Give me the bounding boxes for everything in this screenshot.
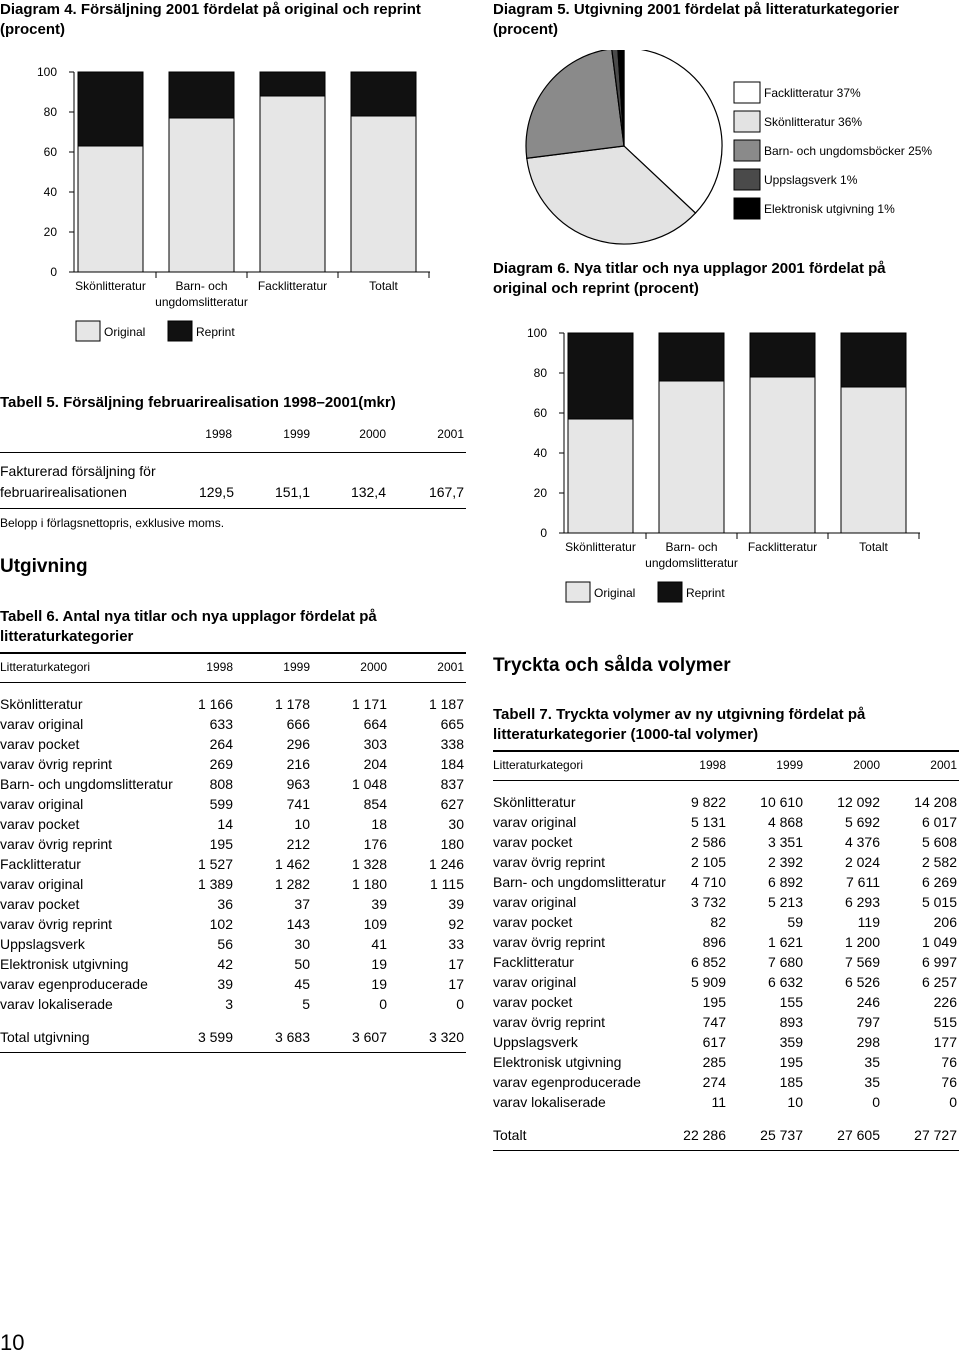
tabell7-cell: 206 [933,914,957,930]
tabell6-cell: 666 [286,716,310,732]
diagram4-y-tick-label: 60 [43,145,57,159]
tabell6-cell: 17 [448,956,464,972]
tabell6-cell: 854 [363,796,387,812]
tabell7-row-label: varav original [493,894,577,910]
diagram6-category-label: Skönlitteratur [565,540,636,554]
tabell7-cell: 2 582 [921,854,957,870]
diagram4-y-tick-label: 0 [50,265,57,279]
diagram4-bar-reprint [260,72,325,96]
tabell6-cell: 92 [448,916,464,932]
tabell7-cell: 195 [779,1054,803,1070]
tabell7-cell: 3 732 [690,894,726,910]
diagram5-legend-label: Skönlitteratur 36% [764,115,863,129]
tabell7-cell: 7 680 [767,954,803,970]
tabell7-cell: 274 [702,1074,726,1090]
tabell7-row-label: varav original [493,974,577,990]
tabell7-cell: 1 049 [921,934,957,950]
diagram6-y-tick-label: 80 [533,366,547,380]
tabell7-cell: 5 909 [690,974,726,990]
tabell6-cell: 45 [294,976,310,992]
tabell7-cell: 76 [941,1054,957,1070]
tabell6-row-label: Skönlitteratur [0,696,83,712]
tabell6-cell: 195 [209,836,233,852]
diagram6-legend-swatch [566,582,590,602]
tabell6-cell: 837 [440,776,464,792]
tabell7-total-cell: 27 727 [914,1127,957,1143]
diagram6-y-tick-label: 60 [533,406,547,420]
tabell7-cell: 6 997 [921,954,957,970]
tabell5-header [0,424,466,444]
tabell7-header-cell: 2001 [930,758,957,772]
tabell6-row-label: varav övrig reprint [0,836,113,852]
diagram4-category-label: Totalt [369,279,398,293]
tabell6-row-label: varav pocket [0,896,80,912]
tabell6-cell: 50 [294,956,310,972]
tabell6-row-label: varav övrig reprint [0,756,113,772]
tabell7-row-label: Elektronisk utgivning [493,1054,622,1070]
diagram6-legend-label: Original [594,586,636,600]
tabell7-row-label: varav lokaliserade [493,1094,606,1110]
tabell7-cell: 12 092 [837,794,880,810]
tabell5-year: 1998 [205,427,232,441]
tabell6-cell: 42 [217,956,233,972]
diagram4-bar-original [351,116,416,272]
tabell7-cell: 5 608 [921,834,957,850]
tabell6-cell: 30 [448,816,464,832]
diagram4-category-label: Barn- och ungdomslitteratur [155,279,248,309]
tabell5-year: 1999 [283,427,310,441]
diagram4-chart [0,62,470,352]
tabell7-cell: 195 [702,994,726,1010]
tabell7-cell: 76 [941,1074,957,1090]
tabell7-cell: 6 892 [767,874,803,890]
tabell6-cell: 665 [440,716,464,732]
tabell7-cell: 797 [856,1014,880,1030]
tabell7-row-label: varav övrig reprint [493,854,606,870]
diagram6-bar-reprint [568,333,633,419]
tabell7-cell: 4 376 [844,834,880,850]
tabell6-title: litteraturkategorier [0,628,134,645]
diagram6-y-tick-label: 0 [540,526,547,540]
tabell7-row-label: varav övrig reprint [493,1014,606,1030]
tabell6-cell: 102 [209,916,233,932]
tabell6-rule [0,682,466,683]
tabell6-cell: 1 178 [274,696,310,712]
tabell7-cell: 6 852 [690,954,726,970]
tabell7-cell: 10 [787,1094,803,1110]
tabell7-cell: 5 213 [767,894,803,910]
tabell7-cell: 747 [702,1014,726,1030]
tabell7-total-cell: 22 286 [683,1127,726,1143]
tabell5-title: Tabell 5. Försäljning februarirealisation 1998–2001(mkr) [0,394,396,411]
diagram6-chart [490,323,960,613]
tabell7-row-label: Facklitteratur [493,954,574,970]
tabell7-header-cell: 1999 [776,758,803,772]
tabell7-cell: 5 692 [844,814,880,830]
tabell7-cell: 6 017 [921,814,957,830]
tabell6-cell: 39 [448,896,464,912]
tabell6-cell: 1 389 [197,876,233,892]
diagram5-legend-swatch [734,169,760,190]
tabell7-cell: 155 [779,994,803,1010]
tabell7-cell: 185 [779,1074,803,1090]
tabell6-cell: 212 [286,836,310,852]
tabell7-cell: 35 [864,1074,880,1090]
diagram5-legend-swatch [734,111,760,132]
tabell7-cell: 5 131 [690,814,726,830]
diagram4-y-tick-label: 100 [36,65,57,79]
diagram6-bar-original [841,387,906,533]
tabell7-cell: 4 710 [690,874,726,890]
tryckta-heading: Tryckta och sålda volymer [493,655,731,676]
diagram5-title: Diagram 5. Utgivning 2001 fördelat på litteraturkategorier (procent) [493,1,899,38]
tabell6-total-cell: 3 607 [351,1029,387,1045]
tabell6-row-label: Uppslagsverk [0,936,85,952]
diagram4-legend-label: Original [104,325,146,339]
tabell7-cell: 1 200 [844,934,880,950]
tabell7-cell: 82 [710,914,726,930]
tabell6-cell: 633 [209,716,233,732]
tabell7-cell: 617 [702,1034,726,1050]
diagram6-category-label: Totalt [859,540,888,554]
tabell7-cell: 359 [779,1034,803,1050]
tabell7-cell: 2 392 [767,854,803,870]
tabell6-cell: 599 [209,796,233,812]
tabell6-row-label: varav egenproducerade [0,976,148,992]
tabell6-cell: 176 [363,836,387,852]
diagram6-bar-original [659,381,724,533]
tabell6-cell: 0 [456,996,464,1012]
tabell6-total-cell: 3 599 [197,1029,233,1045]
tabell6-cell: 18 [371,816,387,832]
diagram6-category-label: Barn- och ungdomslitteratur [645,540,738,570]
diagram6-bar-reprint [841,333,906,387]
tabell7-cell: 7 611 [846,874,880,890]
tabell7-cell: 893 [779,1014,803,1030]
tabell6-cell: 1 462 [274,856,310,872]
tabell6-row-label: Facklitteratur [0,856,81,872]
diagram6-title: Diagram 6. Nya titlar och nya upplagor 2001 fördelat på original och reprint (procent) [493,260,886,297]
tabell7-cell: 2 105 [690,854,726,870]
tabell6-cell: 17 [448,976,464,992]
tabell6-cell: 664 [363,716,387,732]
tabell6-cell: 808 [209,776,233,792]
diagram4-legend-swatch [76,321,100,341]
tabell6-cell: 109 [363,916,387,932]
tabell6-header-cell: 1998 [206,660,233,674]
diagram5-legend-label: Barn- och ungdomsböcker 25% [764,144,933,158]
tabell6-cell: 180 [440,836,464,852]
tabell7-header-cell: 1998 [699,758,726,772]
tabell6-cell: 1 282 [274,876,310,892]
diagram6-bar-reprint [750,333,815,377]
tabell7-cell: 3 351 [767,834,803,850]
tabell6-total-cell: 3 320 [428,1029,464,1045]
tabell6-row-label: varav pocket [0,816,80,832]
tabell6-cell: 627 [440,796,464,812]
diagram6-y-tick-label: 100 [526,326,547,340]
tabell5-rule [0,452,466,453]
diagram4-legend-label: Reprint [196,325,235,339]
diagram4-bar-original [260,96,325,272]
tabell6-cell: 1 328 [351,856,387,872]
diagram4-bar-reprint [169,72,234,118]
diagram6-category-label: Facklitteratur [747,540,818,554]
diagram4-y-tick-label: 40 [43,185,57,199]
diagram4-category-label: Facklitteratur [257,279,328,293]
tabell6-cell: 39 [371,896,387,912]
tabell6-header-cell: 2001 [437,660,464,674]
tabell7-row-label: varav pocket [493,834,573,850]
tabell7 [493,756,959,1156]
tabell6-cell: 143 [286,916,310,932]
tabell6-header-cell: 2000 [360,660,387,674]
tabell6-header-cell: 1999 [283,660,310,674]
tabell7-cell: 9 822 [690,794,726,810]
tabell7-row-label: Uppslagsverk [493,1034,578,1050]
diagram4-legend-swatch [168,321,192,341]
diagram6-bar-reprint [659,333,724,381]
tabell6-cell: 19 [371,976,387,992]
tabell6-cell: 1 115 [430,876,464,892]
diagram5-legend-swatch [734,140,760,161]
diagram4-y-tick-label: 80 [43,105,57,119]
diagram4-category-label: Skönlitteratur [75,279,146,293]
tabell6-cell: 963 [286,776,310,792]
tabell6-header-cell: Litteraturkategori [0,660,91,674]
tabell6-cell: 30 [294,936,310,952]
diagram6-legend-swatch [658,582,682,602]
diagram5-legend-swatch [734,82,760,103]
tabell6 [0,658,466,1058]
tabell7-cell: 1 621 [767,934,803,950]
diagram6-bar-original [750,377,815,533]
tabell7-row-label: varav pocket [493,914,573,930]
tabell7-cell: 6 269 [921,874,957,890]
tabell6-cell: 1 246 [428,856,464,872]
tabell6-cell: 338 [440,736,464,752]
tabell6-cell: 10 [294,816,310,832]
tabell6-cell: 0 [379,996,387,1012]
tabell5-rule [0,508,466,509]
tabell7-cell: 14 208 [914,794,957,810]
tabell7-cell: 11 [711,1094,726,1110]
tabell6-cell: 204 [363,756,387,772]
diagram4-title: Diagram 4. Försäljning 2001 fördelat på original och reprint (procent) [0,1,421,38]
tabell6-row-label: varav original [0,876,84,892]
tabell7-cell: 6 526 [844,974,880,990]
tabell6-cell: 184 [440,756,464,772]
tabell7-cell: 2 024 [844,854,880,870]
tabell5-row-label: februarirealisationen [0,484,127,500]
tabell7-cell: 6 257 [921,974,957,990]
tabell6-cell: 741 [286,796,310,812]
tabell7-cell: 246 [856,994,880,1010]
diagram4-bar-reprint [351,72,416,116]
tabell6-cell: 303 [363,736,387,752]
diagram4-bar-reprint [78,72,143,146]
tabell6-cell: 36 [217,896,233,912]
tabell7-total-label: Totalt [493,1127,527,1143]
tabell6-row-label: varav pocket [0,736,80,752]
tabell6-cell: 1 187 [428,696,464,712]
tabell6-cell: 1 048 [351,776,387,792]
tabell6-cell: 1 527 [197,856,233,872]
tabell6-cell: 33 [448,936,464,952]
tabell6-row-label: Barn- och ungdomslitteratur [0,776,173,792]
tabell5-value: 151,1 [274,484,310,500]
tabell7-cell: 119 [857,914,880,930]
tabell6-cell: 19 [371,956,387,972]
tabell6-cell: 41 [371,936,387,952]
tabell7-cell: 35 [864,1054,880,1070]
page-number: 10 [0,1330,25,1354]
tabell7-title: litteraturkategorier (1000-tal volymer) [493,726,759,743]
tabell5-value: 167,7 [428,484,464,500]
tabell7-cell: 298 [856,1034,880,1050]
diagram6-y-tick-label: 40 [533,446,547,460]
diagram5-legend-label: Elektronisk utgivning 1% [764,202,895,216]
tabell6-total-cell: 3 683 [274,1029,310,1045]
tabell6-cell: 216 [286,756,310,772]
tabell6-rule [0,652,466,654]
tabell5-year: 2000 [359,427,386,441]
tabell7-row-label: varav original [493,814,577,830]
diagram5-legend-swatch [734,198,760,219]
tabell7-cell: 6 293 [844,894,880,910]
tabell6-cell: 1 180 [351,876,387,892]
tabell7-cell: 59 [787,914,803,930]
tabell6-title: Tabell 6. Antal nya titlar och nya upplagor fördelat på [0,608,377,625]
tabell6-cell: 5 [302,996,310,1012]
tabell7-cell: 7 569 [844,954,880,970]
tabell7-cell: 896 [702,934,726,950]
tabell7-cell: 5 015 [921,894,957,910]
tabell6-row-label: varav original [0,796,84,812]
tabell6-total-label: Total utgivning [0,1029,90,1045]
tabell7-header-cell: Litteraturkategori [493,758,584,772]
tabell7-cell: 10 610 [760,794,803,810]
tabell6-rule [0,1052,466,1053]
tabell6-cell: 37 [294,896,310,912]
diagram6-legend-label: Reprint [686,586,725,600]
tabell7-cell: 0 [949,1094,957,1110]
tabell7-cell: 6 632 [767,974,803,990]
tabell7-total-cell: 27 605 [837,1127,880,1143]
tabell5-value: 129,5 [198,484,234,500]
tabell5-row-label: Fakturerad försäljning för [0,463,156,479]
tabell6-cell: 56 [217,936,233,952]
tabell7-cell: 285 [702,1054,726,1070]
tabell7-row-label: Barn- och ungdomslitteratur [493,874,666,890]
tabell6-cell: 264 [209,736,233,752]
diagram4-y-tick-label: 20 [43,225,57,239]
tabell6-cell: 39 [217,976,233,992]
tabell7-row-label: Skönlitteratur [493,794,576,810]
tabell7-row-label: varav övrig reprint [493,934,606,950]
diagram6-bar-original [568,419,633,533]
tabell6-cell: 14 [217,816,233,832]
tabell6-row-label: varav övrig reprint [0,916,113,932]
tabell6-row-label: Elektronisk utgivning [0,956,129,972]
tabell7-rule [493,780,959,781]
tabell7-row-label: varav egenproducerade [493,1074,641,1090]
tabell7-cell: 0 [872,1094,880,1110]
tabell6-row-label: varav lokaliserade [0,996,113,1012]
tabell6-cell: 296 [286,736,310,752]
tabell7-rule [493,750,959,752]
tabell7-total-cell: 25 737 [760,1127,803,1143]
diagram5-legend-label: Uppslagsverk 1% [764,173,858,187]
tabell7-header-cell: 2000 [853,758,880,772]
tabell6-cell: 1 171 [351,696,387,712]
tabell6-cell: 269 [209,756,233,772]
tabell7-cell: 4 868 [767,814,803,830]
diagram5-legend-label: Facklitteratur 37% [764,86,861,100]
utgivning-heading: Utgivning [0,556,88,577]
diagram5-slice [526,50,624,158]
diagram4-bar-original [169,118,234,272]
tabell7-cell: 515 [933,1014,957,1030]
tabell7-cell: 226 [933,994,957,1010]
tabell6-cell: 1 166 [197,696,233,712]
tabell6-cell: 3 [225,996,233,1012]
tabell5-value: 132,4 [350,484,386,500]
tabell5-note: Belopp i förlagsnettopris, exklusive moms. [0,516,225,530]
tabell5-year: 2001 [437,427,464,441]
diagram6-y-tick-label: 20 [533,486,547,500]
tabell6-row-label: varav original [0,716,84,732]
tabell7-rule [493,1150,959,1151]
diagram4-bar-original [78,146,143,272]
tabell7-cell: 177 [933,1034,957,1050]
tabell7-row-label: varav pocket [493,994,573,1010]
tabell7-title: Tabell 7. Tryckta volymer av ny utgivning fördelat på [493,706,866,723]
tabell7-cell: 2 586 [690,834,726,850]
diagram5-chart [490,50,960,250]
